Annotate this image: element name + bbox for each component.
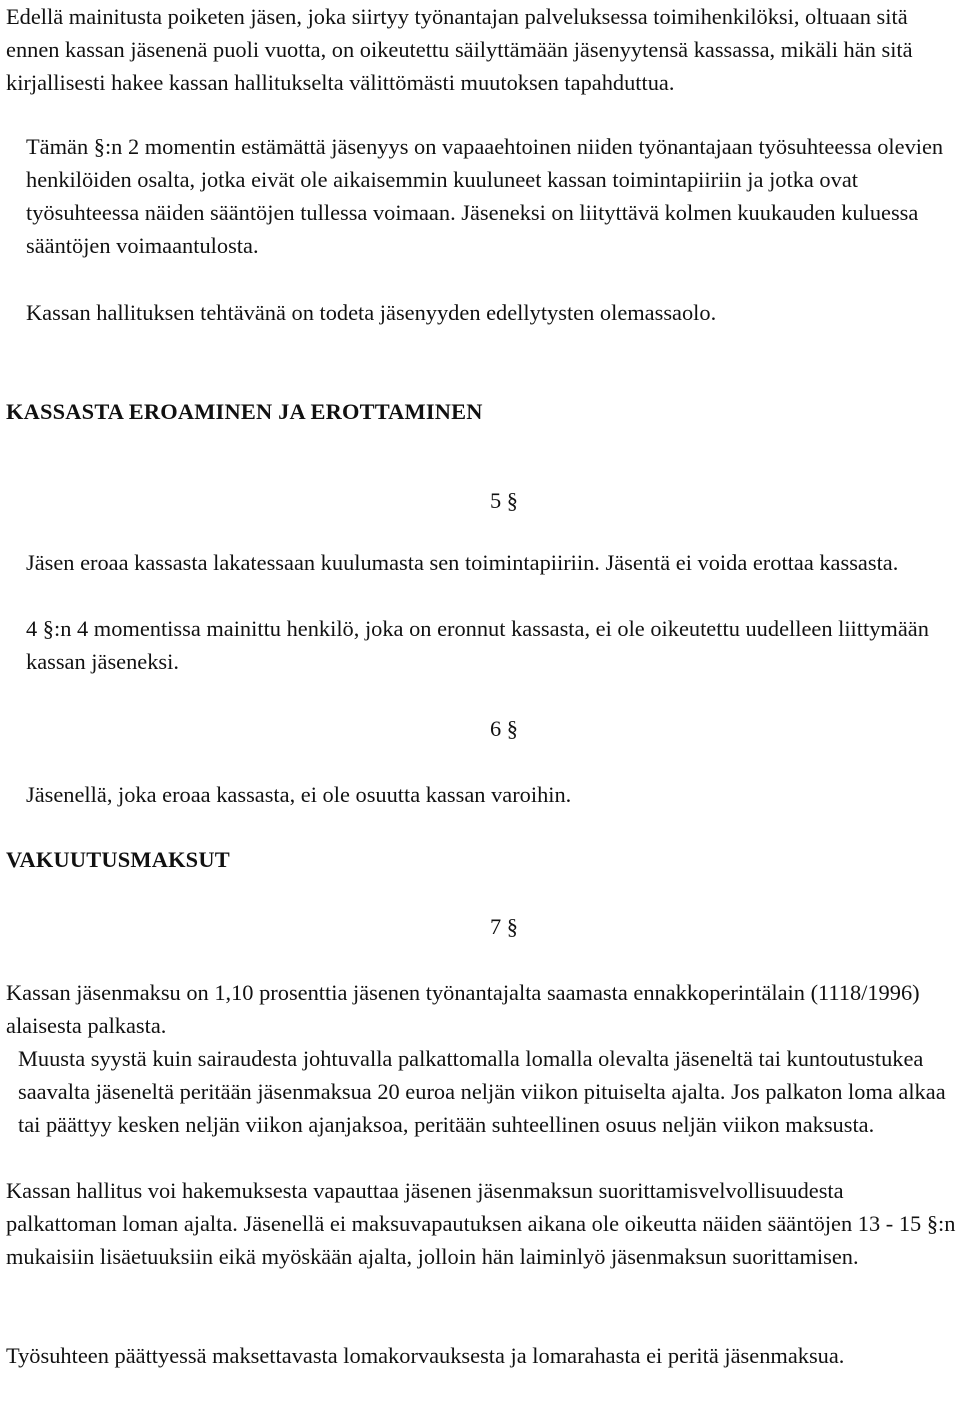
- paragraph-membership-fee: Kassan jäsenmaksu on 1,10 prosenttia jäsenen työnantajalta saamasta ennakkoperintälain (1118/1996) alaisesta palkasta.: [6, 980, 920, 1038]
- paragraph-unpaid-leave-fee: Muusta syystä kuin sairaudesta johtuvalla palkattomalla lomalla olevalta jäseneltä tai kuntoutustukea saavalta jäseneltä peritään jäsenmaksua 20 euroa neljän viikon pituiselta ajalta. Jos palkaton loma alkaa tai päättyy kesken neljän viikon ajanjaksoa, peritään suhteellinen osuus neljän viikon maksusta.: [18, 1046, 946, 1137]
- paragraph-board-duty: Kassan hallituksen tehtävänä on todeta jäsenyyden edellytysten olemassaolo.: [26, 300, 717, 325]
- section-heading-resignation: KASSASTA EROAMINEN JA EROTTAMINEN: [6, 399, 483, 424]
- paragraph-holiday-compensation: Työsuhteen päättyessä maksettavasta lomakorvauksesta ja lomarahasta ei peritä jäsenmaksua.: [6, 1343, 845, 1368]
- section-number-7: 7 §: [490, 914, 518, 939]
- paragraph-no-share: Jäsenellä, joka eroaa kassasta, ei ole osuutta kassan varoihin.: [26, 782, 572, 807]
- section-number-6: 6 §: [490, 716, 518, 741]
- paragraph-rejoin-rule: 4 §:n 4 momentissa mainittu henkilö, joka on eronnut kassasta, ei ole oikeutettu uudelleen liittymään kassan jäseneksi.: [26, 616, 929, 674]
- section-number-5: 5 §: [490, 488, 518, 513]
- paragraph-resignation-rule: Jäsen eroaa kassasta lakatessaan kuulumasta sen toimintapiiriin. Jäsentä ei voida erottaa kassasta.: [26, 550, 899, 575]
- paragraph-member-transfer: Edellä mainitusta poiketen jäsen, joka siirtyy työnantajan palveluksessa toimihenkilöksi, oltuaan sitä ennen kassan jäsenenä puoli vuotta, on oikeutettu säilyttämään jäsenyytensä kassassa, mikäli hän sitä kirjallisesti hakee kassan hallitukselta välittömästi muutoksen tapahduttua.: [6, 4, 913, 95]
- section-heading-insurance-fees: VAKUUTUSMAKSUT: [6, 847, 230, 872]
- paragraph-fee-exemption: Kassan hallitus voi hakemuksesta vapauttaa jäsenen jäsenmaksun suorittamisvelvollisuudesta palkattoman loman ajalta. Jäsenellä ei maksuvapautuksen aikana ole oikeutta näiden sääntöjen 13 - 15 §:n mukaisiin lisäetuuksiin eikä myöskään ajalta, jolloin hän laiminlyö jäsenmaksun suorittamisen.: [6, 1178, 956, 1269]
- paragraph-voluntary-membership: Tämän §:n 2 momentin estämättä jäsenyys on vapaaehtoinen niiden työnantajaan työsuhteessa olevien henkilöiden osalta, jotka eivät ole aikaisemmin kuuluneet kassan toimintapiiriin ja jotka ovat työsuhteessa näiden sääntöjen tullessa voimaan. Jäseneksi on liityttävä kolmen kuukauden kuluessa sääntöjen voimaantulosta.: [26, 134, 944, 258]
